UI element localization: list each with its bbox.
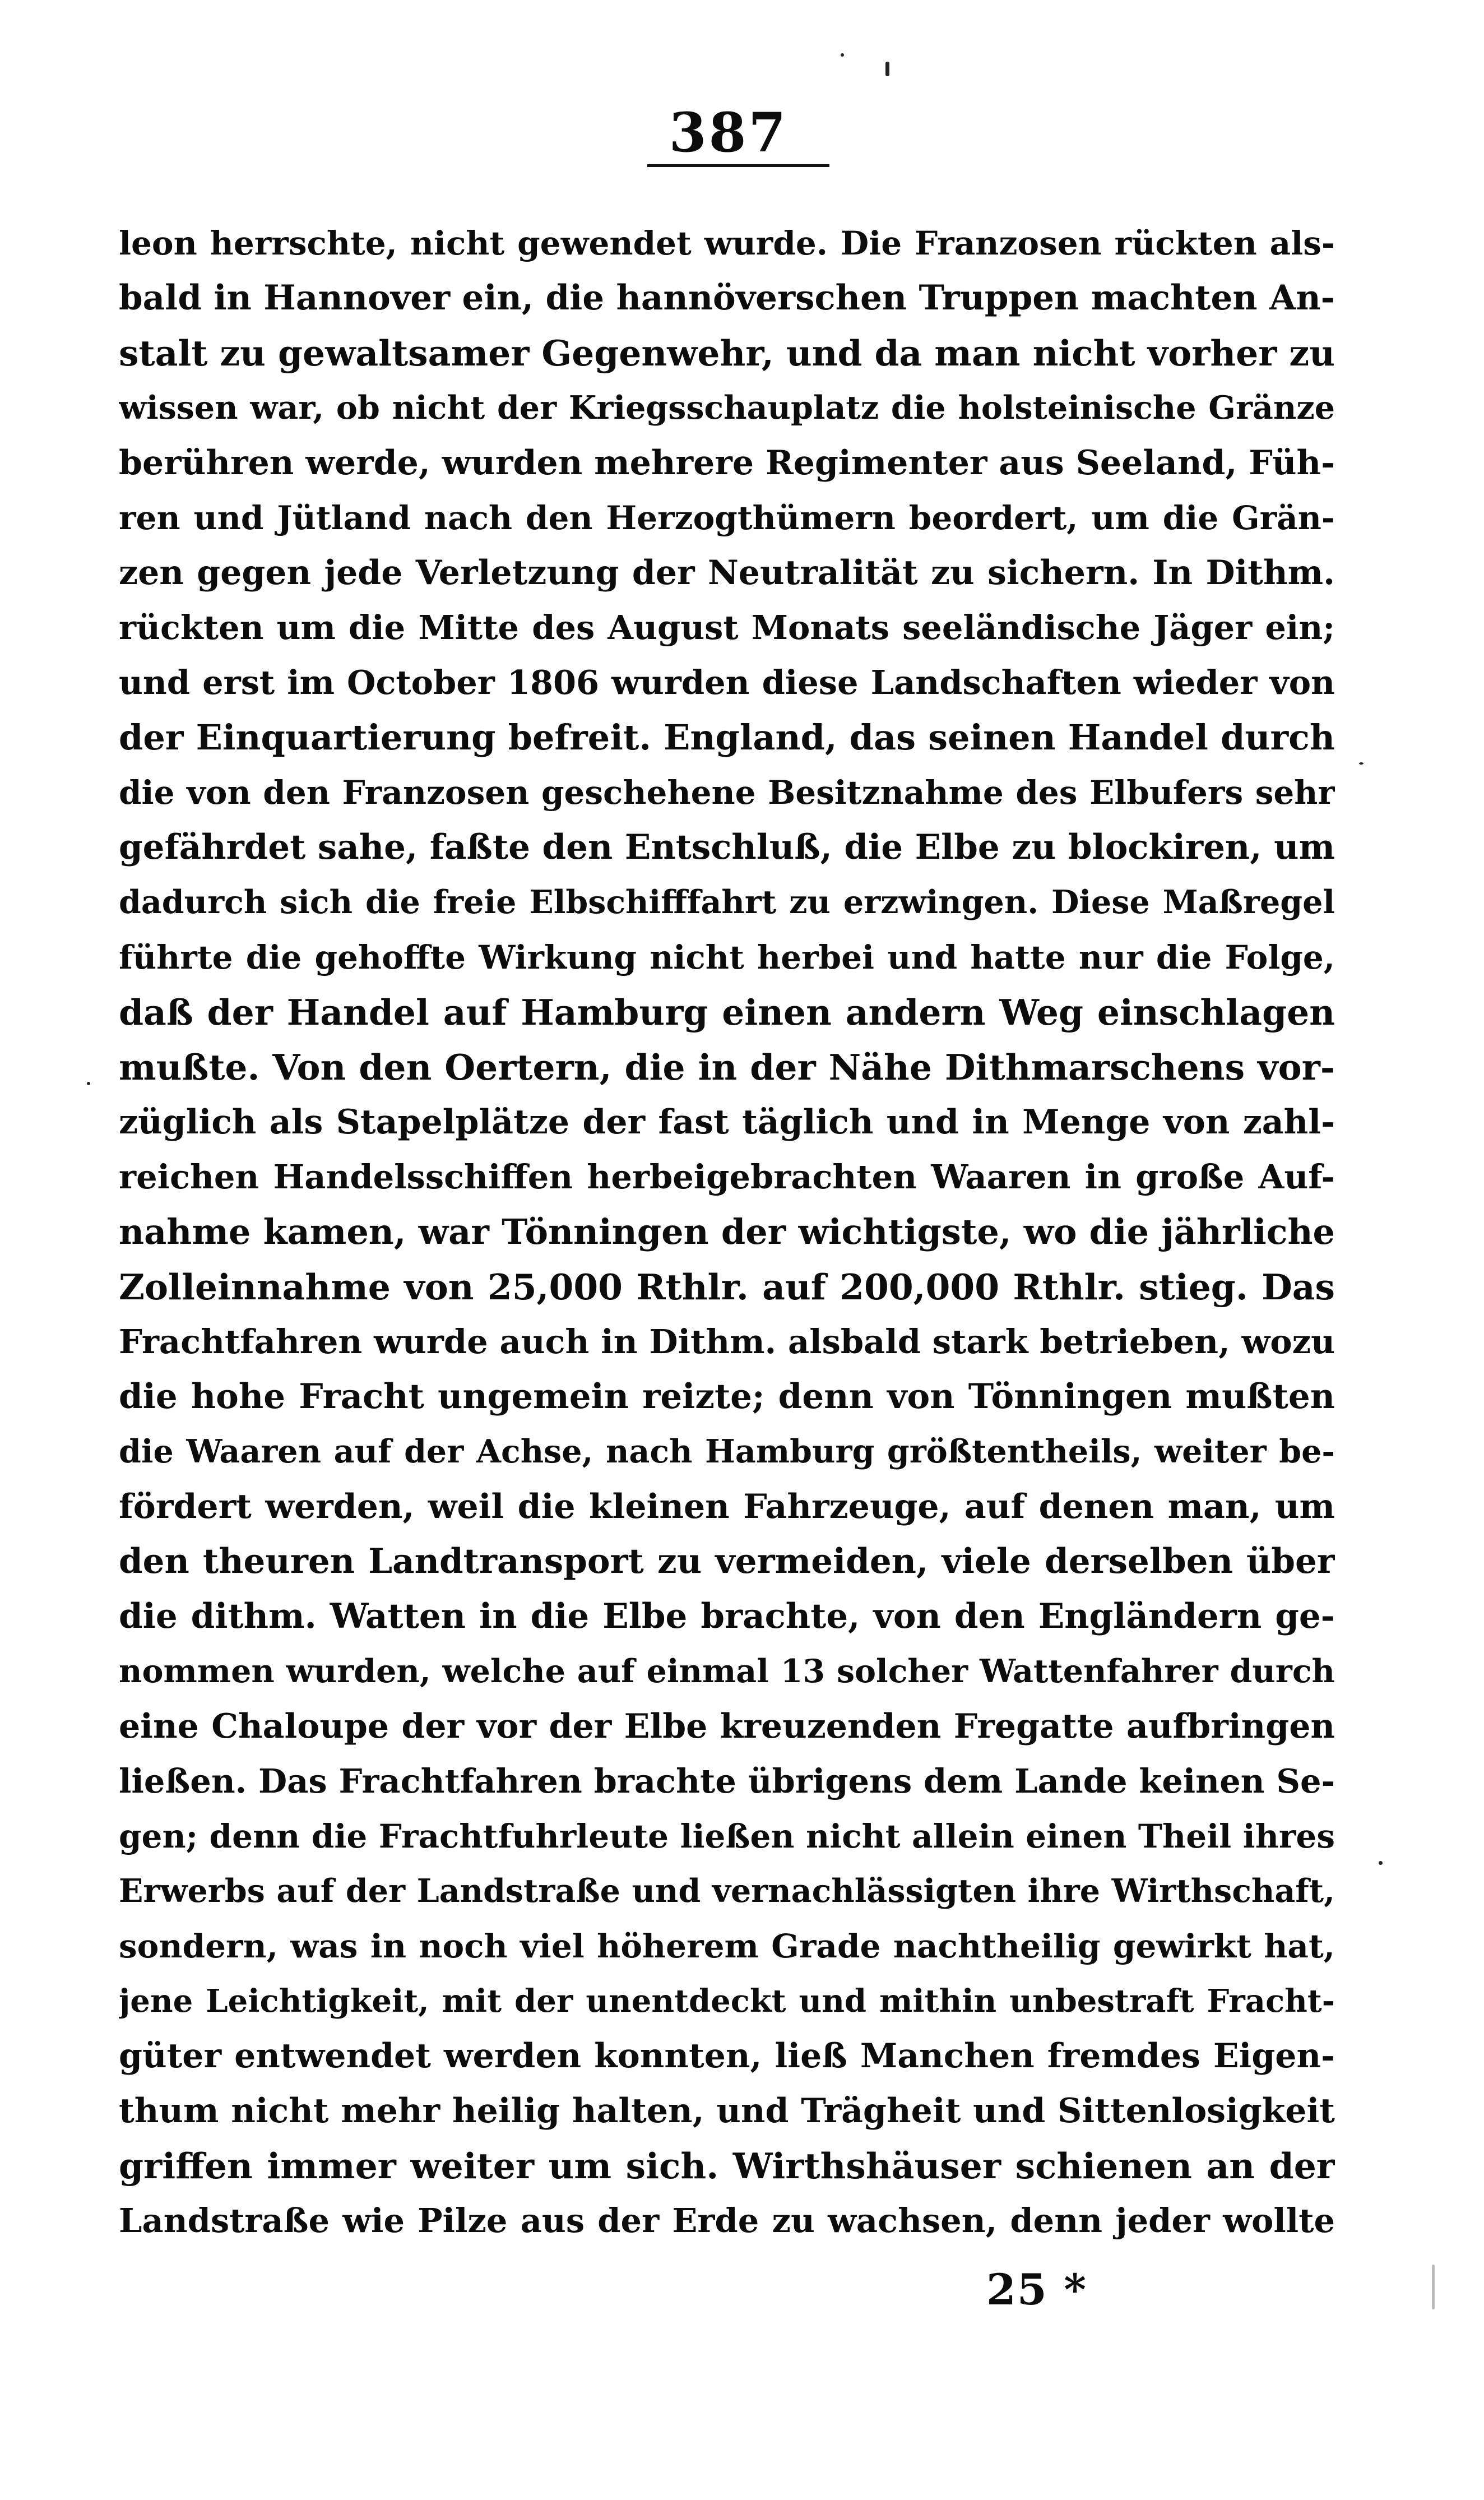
text-line: Landstraße wie Pilze aus der Erde zu wachsen, denn jeder wollte bbox=[119, 2201, 1335, 2240]
text-line: griffen immer weiter um sich. Wirthshäuser schienen an der bbox=[119, 2145, 1335, 2187]
text-line: die dithm. Watten in die Elbe brachte, von den Engländern ge- bbox=[119, 1596, 1335, 1636]
text-line: mußte. Von den Oertern, die in der Nähe Dithmarschens vor- bbox=[119, 1047, 1335, 1088]
text-line: bald in Hannover ein, die hannöverschen Truppen machten An- bbox=[119, 278, 1335, 318]
text-line: die von den Franzosen geschehene Besitznahme des Elbufers sehr bbox=[119, 774, 1335, 812]
text-line: dadurch sich die freie Elbschifffahrt zu erzwingen. Diese Maßregel bbox=[119, 883, 1335, 921]
text-line: eine Chaloupe der vor der Elbe kreuzenden Fregatte aufbringen bbox=[119, 1707, 1335, 1746]
text-line: güter entwendet werden konnten, ließ Manchen fremdes Eigen- bbox=[119, 2036, 1335, 2076]
text-line: Frachtfahren wurde auch in Dithm. alsbald stark betrieben, wozu bbox=[119, 1322, 1335, 1361]
text-line: berühren werde, wurden mehrere Regimenter aus Seeland, Füh- bbox=[119, 443, 1335, 483]
text-line: thum nicht mehr heilig halten, und Trägheit und Sittenlosigkeit bbox=[119, 2091, 1335, 2131]
text-line: wissen war, ob nicht der Kriegsschauplatz die holsteinische Gränze bbox=[119, 389, 1335, 427]
text-line: Zolleinnahme von 25,000 Rthlr. auf 200,000 Rthlr. stieg. Das bbox=[119, 1266, 1335, 1308]
text-line: ren und Jütland nach den Herzogthümern beordert, um die Grän- bbox=[119, 499, 1335, 537]
text-line: daß der Handel auf Hamburg einen andern Weg einschlagen bbox=[119, 992, 1335, 1033]
text-line: zen gegen jede Verletzung der Neutralität zu sichern. In Dithm. bbox=[119, 553, 1335, 592]
text-line: führte die gehoffte Wirkung nicht herbei und hatte nur die Folge, bbox=[119, 938, 1335, 976]
text-line: der Einquartierung befreit. England, das seinen Handel durch bbox=[119, 717, 1335, 758]
text-line: jene Leichtigkeit, mit der unentdeckt und mithin unbestraft Fracht- bbox=[119, 1983, 1335, 2020]
text-line: den theuren Landtransport zu vermeiden, viele derselben über bbox=[119, 1541, 1335, 1581]
scan-speck bbox=[1379, 1861, 1383, 1865]
text-line: reichen Handelsschiffen herbeigebrachten Waaren in große Auf- bbox=[119, 1158, 1335, 1196]
signature-mark: 25 * bbox=[986, 2265, 1087, 2314]
text-line: leon herrschte, nicht gewendet wurde. Die Franzosen rückten als- bbox=[119, 224, 1335, 262]
text-line: fördert werden, weil die kleinen Fahrzeuge, auf denen man, um bbox=[119, 1487, 1335, 1526]
scan-speck bbox=[885, 62, 889, 76]
text-line: nommen wurden, welche auf einmal 13 solcher Wattenfahrer durch bbox=[119, 1652, 1335, 1690]
text-line: züglich als Stapelplätze der fast täglich und in Menge von zahl- bbox=[119, 1103, 1335, 1142]
scan-speck bbox=[1432, 2265, 1435, 2309]
text-line: Erwerbs auf der Landstraße und vernachlässigten ihre Wirthschaft, bbox=[119, 1872, 1335, 1910]
scan-speck bbox=[1359, 762, 1364, 765]
text-line: ließen. Das Frachtfahren brachte übrigens dem Lande keinen Se- bbox=[119, 1762, 1335, 1800]
text-line: sondern, was in noch viel höherem Grade nachtheilig gewirkt hat, bbox=[119, 1927, 1335, 1965]
scan-speck bbox=[841, 53, 844, 57]
body-text bbox=[119, 216, 1335, 2248]
page-number: 387 bbox=[669, 101, 789, 164]
header-rule bbox=[647, 164, 829, 167]
text-line: gefährdet sahe, faßte den Entschluß, die Elbe zu blockiren, um bbox=[119, 827, 1335, 867]
text-line: die hohe Fracht ungemein reizte; denn von Tönningen mußten bbox=[119, 1377, 1335, 1416]
text-line: stalt zu gewaltsamer Gegenwehr, und da man nicht vorher zu bbox=[119, 332, 1335, 374]
text-line: nahme kamen, war Tönningen der wichtigste, wo die jährliche bbox=[119, 1211, 1335, 1252]
scan-speck bbox=[87, 1082, 90, 1085]
text-line: gen; denn die Frachtfuhrleute ließen nicht allein einen Theil ihres bbox=[119, 1817, 1335, 1855]
text-line: und erst im October 1806 wurden diese Landschaften wieder von bbox=[119, 663, 1335, 702]
text-line: die Waaren auf der Achse, nach Hamburg größtentheils, weiter be- bbox=[119, 1433, 1335, 1470]
text-line: rückten um die Mitte des August Monats seeländische Jäger ein; bbox=[119, 608, 1335, 647]
